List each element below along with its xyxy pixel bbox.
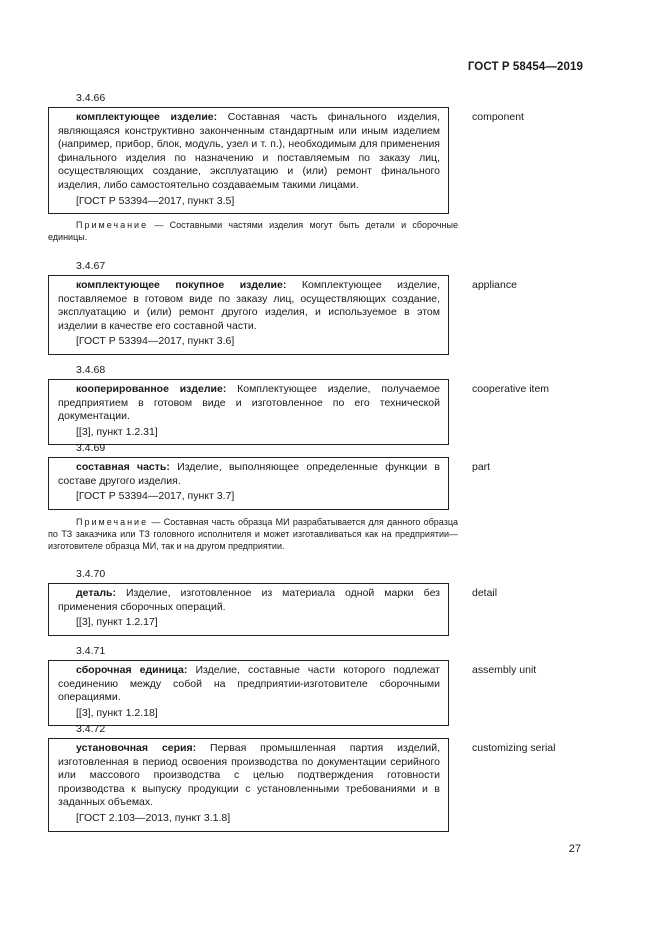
term-name: комплектующее изделие: — [76, 111, 218, 123]
english-equivalent: cooperative item — [472, 383, 550, 395]
term-source: [[3], пункт 1.2.18] — [76, 706, 158, 719]
term-entry-3-4-70 — [48, 567, 583, 636]
term-entry-3-4-69 — [48, 441, 583, 510]
definition-box — [48, 275, 449, 355]
page-number: 27 — [568, 843, 581, 855]
term-definition: Первая промышленная партия изделий, изготовленная в период освоения производства по документации серийного или массового производства с целью подтверждения готовности производства к выпуску продукции с установленными требованиями и в заданных объемах. — [58, 742, 440, 809]
term-number: 3.4.68 — [76, 364, 106, 376]
term-name: сборочная единица: — [76, 664, 188, 676]
term-source: [ГОСТ Р 53394—2017, пункт 3.5] — [76, 194, 235, 207]
definition-box — [48, 660, 449, 726]
term-source: [ГОСТ Р 53394—2017, пункт 3.7] — [76, 490, 235, 503]
term-number: 3.4.67 — [76, 260, 106, 272]
term-number: 3.4.72 — [76, 723, 106, 735]
term-number: 3.4.66 — [76, 92, 106, 104]
note-text: — Составными частями изделия могут быть детали и сборочные единицы. — [48, 220, 458, 242]
note-text: — Составная часть образца МИ разрабатывается для данного образца по ТЗ заказчика или ТЗ головного исполнителя и может изготавливаться как на предприятии—изготовителе образца МИ, так и на другом предприятии. — [48, 517, 458, 551]
english-equivalent: detail — [472, 587, 498, 599]
document-header: ГОСТ Р 58454—2019 — [467, 61, 583, 73]
definition-box — [48, 583, 449, 636]
term-name: кооперированное изделие: — [76, 383, 227, 395]
definition-box — [48, 457, 449, 510]
term-source: [[3], пункт 1.2.17] — [76, 616, 158, 629]
note-label: Примечание — [76, 220, 149, 230]
term-entry-3-4-71 — [48, 644, 583, 726]
term-name: комплектующее покупное изделие: — [76, 279, 287, 291]
term-entry-3-4-68 — [48, 363, 583, 445]
term-source: [ГОСТ Р 53394—2017, пункт 3.6] — [76, 335, 235, 348]
english-equivalent: component — [472, 111, 524, 123]
term-number: 3.4.69 — [76, 442, 106, 454]
definition-box — [48, 107, 449, 214]
term-definition: Составная часть финального изделия, являющаяся конструктивно законченным стандартным или иным изделием (например, прибор, блок, модуль, узел и т. п.), необходимым для применения финального изделия по назначению и поставляемым по заказу лиц, осуществляющих создание, эксплуатацию и (или) ремонт финального изделия, либо самостоятельно создаваемым такими лицами. — [58, 111, 441, 191]
term-number: 3.4.70 — [76, 568, 106, 580]
english-equivalent: assembly unit — [472, 664, 537, 676]
term-definition: Комплектующее изделие, поставляемое в готовом виде по заказу лиц, осуществляющих создание, эксплуатацию и (или) ремонт другого изделия, и используемое в этом изделии в качестве его составной части. — [58, 279, 440, 332]
term-number: 3.4.71 — [76, 645, 106, 657]
term-entry-3-4-66 — [48, 91, 583, 214]
term-name: деталь: — [76, 587, 116, 599]
definition-box — [48, 379, 449, 445]
term-definition: Изделие, изготовленное из материала одной марки без применения сборочных операций. — [58, 587, 440, 613]
term-definition: Изделие, составные части которого подлежат соединению между собой на предприятии-изготовителе сборочными операциями. — [58, 664, 440, 704]
term-source: [[3], пункт 1.2.31] — [76, 425, 158, 438]
note-label: Примечание — [76, 517, 149, 527]
english-equivalent: customizing serial — [472, 742, 556, 754]
term-definition: Комплектующее изделие, получаемое предприятием в готовом виде и изготовленное по его технической документации. — [58, 383, 440, 423]
english-equivalent: appliance — [472, 279, 517, 291]
term-name: составная часть: — [76, 461, 170, 473]
term-definition: Изделие, выполняющее определенные функции в составе другого изделия. — [58, 461, 440, 487]
term-entry-3-4-67 — [48, 259, 583, 355]
english-equivalent: part — [472, 461, 491, 473]
note-3-4-69 — [48, 516, 458, 552]
term-source: [ГОСТ 2.103—2013, пункт 3.1.8] — [76, 811, 231, 824]
note-3-4-66 — [48, 219, 458, 243]
term-name: установочная серия: — [76, 742, 197, 754]
term-entry-3-4-72 — [48, 722, 583, 832]
definition-box — [48, 738, 449, 832]
